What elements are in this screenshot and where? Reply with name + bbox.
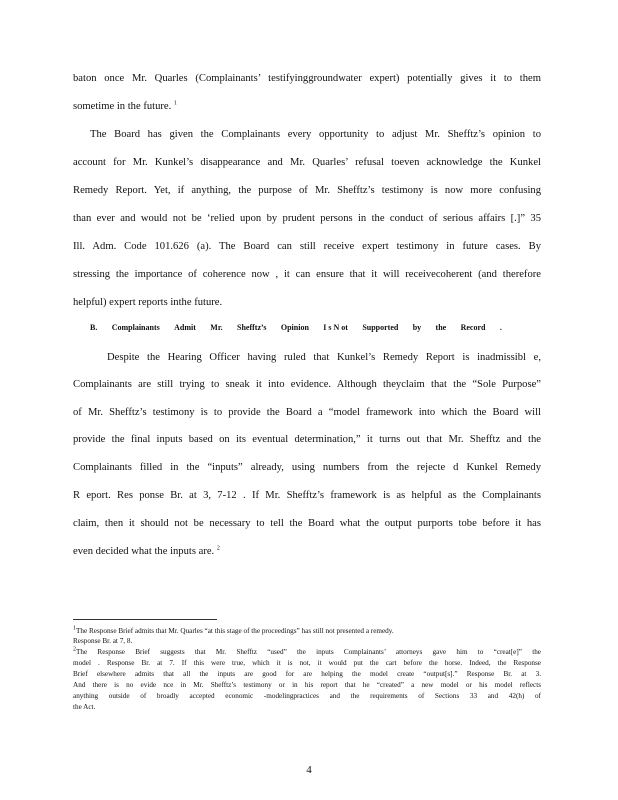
footnote-line: the Act.	[73, 703, 96, 711]
body-line: R eport. Res ponse Br. at 3, 7-12 . If Mr. Shefftz’s framework is as helpful as the Complainants	[73, 490, 541, 501]
heading-letter: B.	[90, 323, 98, 332]
footnote-line: anything outside of broadly accepted economic -modelingpractices and the requirements of Sections 33 and 42(h) of	[73, 692, 541, 700]
body-line: stressing the importance of coherence now , it can ensure that it will receivecoherent (and therefore	[73, 269, 541, 280]
heading-word: .	[499, 323, 502, 332]
heading-word: Complainants	[111, 323, 160, 332]
footnote-line: Brief elsewhere admits that all the inputs are good for are helping the model create “output[s].” Response Br. at 3.	[73, 670, 541, 678]
heading-word: Supported	[362, 323, 399, 332]
footnote-line: $^1$The Response Brief admits that Mr. Quarles “at this stage of the proceedings” has still not presented a remedy.	[73, 625, 394, 635]
body-line: of Mr. Shefftz’s testimony is to provide the Board a “model framework into which the Board will	[73, 407, 541, 418]
body-line: Complainants filled in the “inputs” already, using numbers from the rejecte d Kunkel Remedy	[73, 462, 541, 473]
heading-word: Mr.	[210, 323, 223, 332]
footnote-line: Response Br. at 7, 8.	[73, 637, 133, 645]
heading-word: Admit	[174, 323, 196, 332]
body-line: claim, then it should not be necessary to tell the Board what the output purports tobe before it has	[73, 518, 541, 529]
heading-word: Shefftz’s	[237, 323, 267, 332]
footnote-ref: 1	[173, 100, 177, 107]
body-line: baton once Mr. Quarles (Complainants’ testifyinggroundwater expert) potentially gives it to them	[73, 73, 541, 84]
footnote-line: model . Response Br. at 7. If this were true, which it is not, it would put the cart before the horse. Indeed, the Response	[73, 659, 541, 667]
section-heading	[90, 323, 502, 332]
body-line: sometime in the future. $^1$	[73, 100, 177, 112]
heading-word: by	[412, 323, 422, 332]
footnote-separator	[73, 619, 217, 620]
heading-word: I s N ot	[323, 323, 348, 332]
footnote-mark: 1	[73, 625, 76, 632]
body-line: even decided what the inputs are. $^2$	[73, 545, 220, 557]
heading-word: the	[435, 323, 447, 332]
body-line: helpful) expert reports inthe future.	[73, 297, 223, 308]
heading-word: Record	[460, 323, 486, 332]
body-line: The Board has given the Complainants every opportunity to adjust Mr. Shefftz’s opinion to	[90, 129, 541, 140]
footnote-mark: 2	[73, 646, 76, 653]
body-line: Complainants are still trying to sneak it into evidence. Although theyclaim that the “Sole Purpose”	[73, 379, 541, 390]
heading-word: Opinion	[280, 323, 309, 332]
footnote-line: And there is no evide nce in Mr. Shefftz’s testimony or in his report that he “created” a new model or his model reflects	[73, 681, 541, 689]
body-line: account for Mr. Kunkel’s disappearance and Mr. Quarles’ refusal toeven acknowledge the Kunkel	[73, 157, 541, 168]
body-line: Remedy Report. Yet, if anything, the purpose of Mr. Shefftz’s testimony is now more confusing	[73, 185, 541, 196]
body-line: Ill. Adm. Code 101.626 (a). The Board can still receive expert testimony in future cases. By	[73, 241, 541, 252]
page-number: 4	[306, 764, 312, 776]
body-line: provide the final inputs based on its eventual determination,” it turns out that Mr. Shefftz and the	[73, 434, 541, 445]
body-line: than ever and would not be ‘relied upon by prudent persons in the conduct of serious affairs [.]” 35	[73, 213, 541, 224]
footnote-line: $^2$The Response Brief suggests that Mr. Shefftz “used” the inputs Complainants’ attorneys gave him to “creat[e]” the	[73, 646, 541, 656]
footnote-ref: 2	[216, 545, 220, 552]
body-line: Despite the Hearing Officer having ruled that Kunkel’s Remedy Report is inadmissibl e,	[107, 352, 541, 363]
